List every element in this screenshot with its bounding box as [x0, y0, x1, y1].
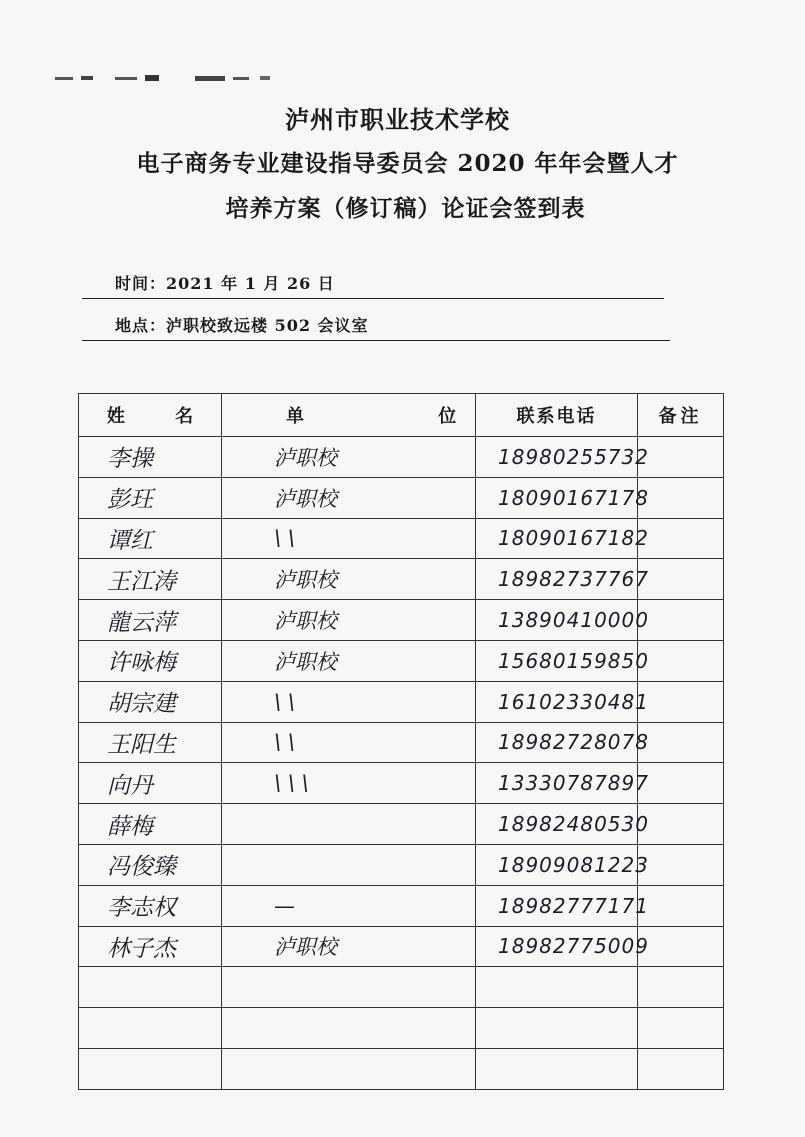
cell-phone — [476, 600, 649, 641]
cell-note — [638, 722, 724, 763]
cell-unit — [222, 722, 476, 763]
handwritten-unit: 泸职校 — [274, 445, 337, 470]
handwritten-unit: 泸职校 — [274, 609, 337, 634]
cell-phone — [476, 640, 649, 681]
table-row — [79, 518, 724, 559]
handwritten-unit: — — [274, 893, 295, 918]
cell-note — [638, 967, 724, 1008]
handwritten-name: 向丹 — [107, 772, 153, 799]
cell-unit — [222, 640, 476, 681]
header-note: 备注 — [638, 394, 724, 437]
cell-name — [79, 559, 222, 600]
table-row — [79, 804, 724, 845]
handwritten-name: 王江涛 — [107, 568, 176, 595]
header-name: 姓 名 — [79, 394, 222, 437]
cell-phone — [476, 477, 649, 518]
table-row — [79, 926, 724, 967]
table-row — [79, 1008, 724, 1049]
cell-name — [79, 1048, 222, 1089]
cell-name — [79, 926, 222, 967]
cell-unit — [222, 437, 476, 478]
cell-name — [79, 967, 222, 1008]
handwritten-name: 王阳生 — [107, 731, 176, 758]
handwritten-phone: 15680159850 — [498, 648, 649, 673]
scan-artifact-mark — [55, 72, 305, 86]
cell-name — [79, 600, 222, 641]
handwritten-unit: \ \ — [274, 689, 295, 714]
cell-phone — [476, 722, 649, 763]
cell-name — [79, 763, 222, 804]
handwritten-unit: 泸职校 — [274, 568, 337, 593]
table-row — [79, 967, 724, 1008]
handwritten-name: 谭红 — [107, 527, 153, 554]
cell-phone — [476, 1008, 638, 1049]
cell-phone — [476, 885, 649, 926]
cell-phone — [476, 1048, 638, 1089]
handwritten-unit: \ \ — [274, 526, 295, 551]
meeting-time — [82, 273, 664, 299]
cell-unit — [222, 967, 476, 1008]
cell-note — [638, 477, 724, 518]
handwritten-phone: 18090167178 — [498, 485, 649, 510]
cell-note — [638, 600, 724, 641]
table-row — [79, 640, 724, 681]
handwritten-phone: 18982737767 — [498, 567, 649, 592]
cell-note — [638, 518, 724, 559]
handwritten-name: 胡宗建 — [107, 691, 176, 718]
time-value: 2021 年 1 月 26 日 — [166, 274, 335, 293]
cell-name — [79, 640, 222, 681]
cell-name — [79, 804, 222, 845]
handwritten-phone: 18982775009 — [498, 934, 649, 959]
time-label: 时间： — [115, 274, 167, 293]
cell-phone — [476, 844, 649, 885]
handwritten-phone: 18090167182 — [498, 526, 649, 551]
cell-note — [638, 559, 724, 600]
cell-unit — [222, 885, 476, 926]
handwritten-name: 薛梅 — [107, 813, 153, 840]
cell-unit — [222, 763, 476, 804]
document-title-line2: 电子商务专业建设指导委员会 2020 年年会暨人才 — [136, 150, 679, 177]
table-row — [79, 885, 724, 926]
handwritten-phone: 18982777171 — [498, 893, 649, 918]
handwritten-phone: 18982480530 — [498, 812, 649, 837]
cell-note — [638, 1048, 724, 1089]
cell-unit — [222, 1048, 476, 1089]
handwritten-phone: 18982728078 — [498, 730, 649, 755]
cell-note — [638, 926, 724, 967]
handwritten-name: 李志权 — [107, 895, 176, 922]
handwritten-unit: 泸职校 — [274, 649, 337, 674]
cell-unit — [222, 477, 476, 518]
cell-unit — [222, 518, 476, 559]
table-row — [79, 722, 724, 763]
cell-note — [638, 681, 724, 722]
handwritten-phone: 16102330481 — [498, 689, 649, 714]
table-header-row — [79, 394, 724, 437]
handwritten-phone: 18980255732 — [498, 444, 649, 469]
document-title-line1: 泸州市职业技术学校 — [285, 105, 510, 134]
handwritten-name: 林子杰 — [107, 935, 176, 962]
cell-name — [79, 722, 222, 763]
cell-unit — [222, 804, 476, 845]
cell-phone — [476, 804, 649, 845]
sign-in-table — [78, 393, 724, 1090]
table-row — [79, 559, 724, 600]
handwritten-name: 龍云萍 — [107, 609, 176, 636]
table-row — [79, 681, 724, 722]
cell-unit — [222, 1008, 476, 1049]
cell-phone — [476, 967, 638, 1008]
place-label: 地点： — [115, 316, 167, 335]
cell-unit — [222, 559, 476, 600]
handwritten-unit: 泸职校 — [274, 486, 337, 511]
cell-note — [638, 844, 724, 885]
cell-note — [638, 885, 724, 926]
cell-name — [79, 437, 222, 478]
cell-note — [638, 804, 724, 845]
cell-unit — [222, 681, 476, 722]
cell-unit — [222, 600, 476, 641]
cell-phone — [476, 437, 649, 478]
cell-name — [79, 681, 222, 722]
cell-note — [638, 1008, 724, 1049]
cell-name — [79, 885, 222, 926]
cell-phone — [476, 926, 649, 967]
handwritten-phone: 13890410000 — [498, 608, 649, 633]
cell-name — [79, 518, 222, 559]
cell-note — [638, 640, 724, 681]
document-title-line3: 培养方案（修订稿）论证会签到表 — [225, 195, 586, 222]
handwritten-unit: \ \ — [274, 730, 295, 755]
table-row — [79, 1048, 724, 1089]
cell-phone — [476, 518, 649, 559]
cell-name — [79, 1008, 222, 1049]
handwritten-name: 彭玨 — [107, 487, 153, 514]
table-row — [79, 763, 724, 804]
table-row — [79, 477, 724, 518]
meeting-place — [82, 315, 670, 341]
cell-phone — [476, 763, 649, 804]
handwritten-unit: \ \ \ — [274, 771, 309, 796]
cell-note — [638, 763, 724, 804]
header-phone: 联系电话 — [476, 394, 638, 437]
header-unit: 单 位 — [222, 394, 476, 437]
table-row — [79, 437, 724, 478]
cell-unit — [222, 926, 476, 967]
handwritten-name: 许咏梅 — [107, 650, 176, 677]
cell-name — [79, 844, 222, 885]
place-value: 泸职校致远楼 502 会议室 — [166, 316, 369, 335]
cell-phone — [476, 559, 649, 600]
cell-unit — [222, 844, 476, 885]
table-row — [79, 844, 724, 885]
handwritten-name: 李操 — [107, 446, 153, 473]
cell-phone — [476, 681, 649, 722]
handwritten-phone: 18909081223 — [498, 852, 649, 877]
handwritten-name: 冯俊臻 — [107, 854, 176, 881]
cell-note — [638, 437, 724, 478]
handwritten-unit: 泸职校 — [274, 935, 337, 960]
table-row — [79, 600, 724, 641]
handwritten-phone: 13330787897 — [498, 771, 649, 796]
cell-name — [79, 477, 222, 518]
